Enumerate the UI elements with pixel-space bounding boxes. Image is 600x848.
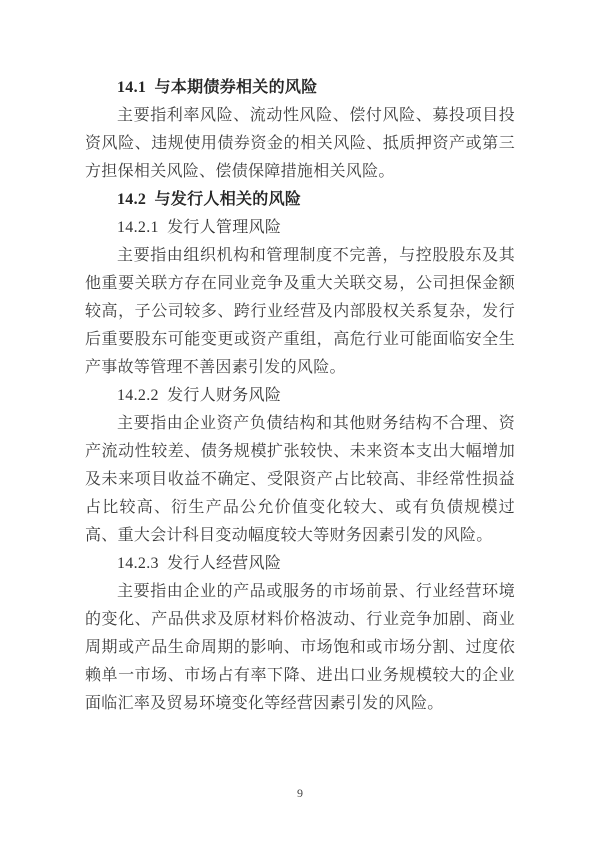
heading-section-14-2: 14.2 与发行人相关的风险 [117, 191, 302, 208]
page-footer [0, 784, 600, 802]
heading-section-14-1: 14.1 与本期债券相关的风险 [117, 79, 318, 96]
document-content [85, 74, 515, 718]
paragraph-issuer-operating-risk: 主要指由企业的产品或服务的市场前景、行业经营环境的变化、产品供求及原材料价格波动、行业竞争加剧、商业周期或产品生命周期的影响、市场饱和或市场分割、过度依赖单一市场、市场占有率下降、进出口业务规模较大的企业面临汇率及贸易环境变化等经营因素引发的风险。 [85, 583, 515, 712]
heading-section-14-2-3: 14.2.3 发行人经营风险 [117, 555, 282, 572]
page-number: 9 [297, 786, 303, 800]
paragraph-issuer-financial-risk: 主要指由企业资产负债结构和其他财务结构不合理、资产流动性较差、债务规模扩张较快、未来资本支出大幅增加及未来项目收益不确定、受限资产占比较高、非经常性损益占比较高、衍生产品公允价值变化较大、或有负债规模过高、重大会计科目变动幅度较大等财务因素引发的风险。 [85, 415, 515, 544]
heading-section-14-2-1: 14.2.1 发行人管理风险 [117, 219, 282, 236]
paragraph-issuer-management-risk: 主要指由组织机构和管理制度不完善，与控股股东及其他重要关联方存在同业竞争及重大关联交易，公司担保金额较高，子公司较多、跨行业经营及内部股权关系复杂，发行后重要股东可能变更或资产重组，高危行业可能面临安全生产事故等管理不善因素引发的风险。 [85, 247, 515, 376]
heading-section-14-2-2: 14.2.2 发行人财务风险 [117, 387, 282, 404]
paragraph-bond-related-risks: 主要指利率风险、流动性风险、偿付风险、募投项目投资风险、违规使用债券资金的相关风险、抵质押资产或第三方担保相关风险、偿债保障措施相关风险。 [85, 107, 515, 180]
